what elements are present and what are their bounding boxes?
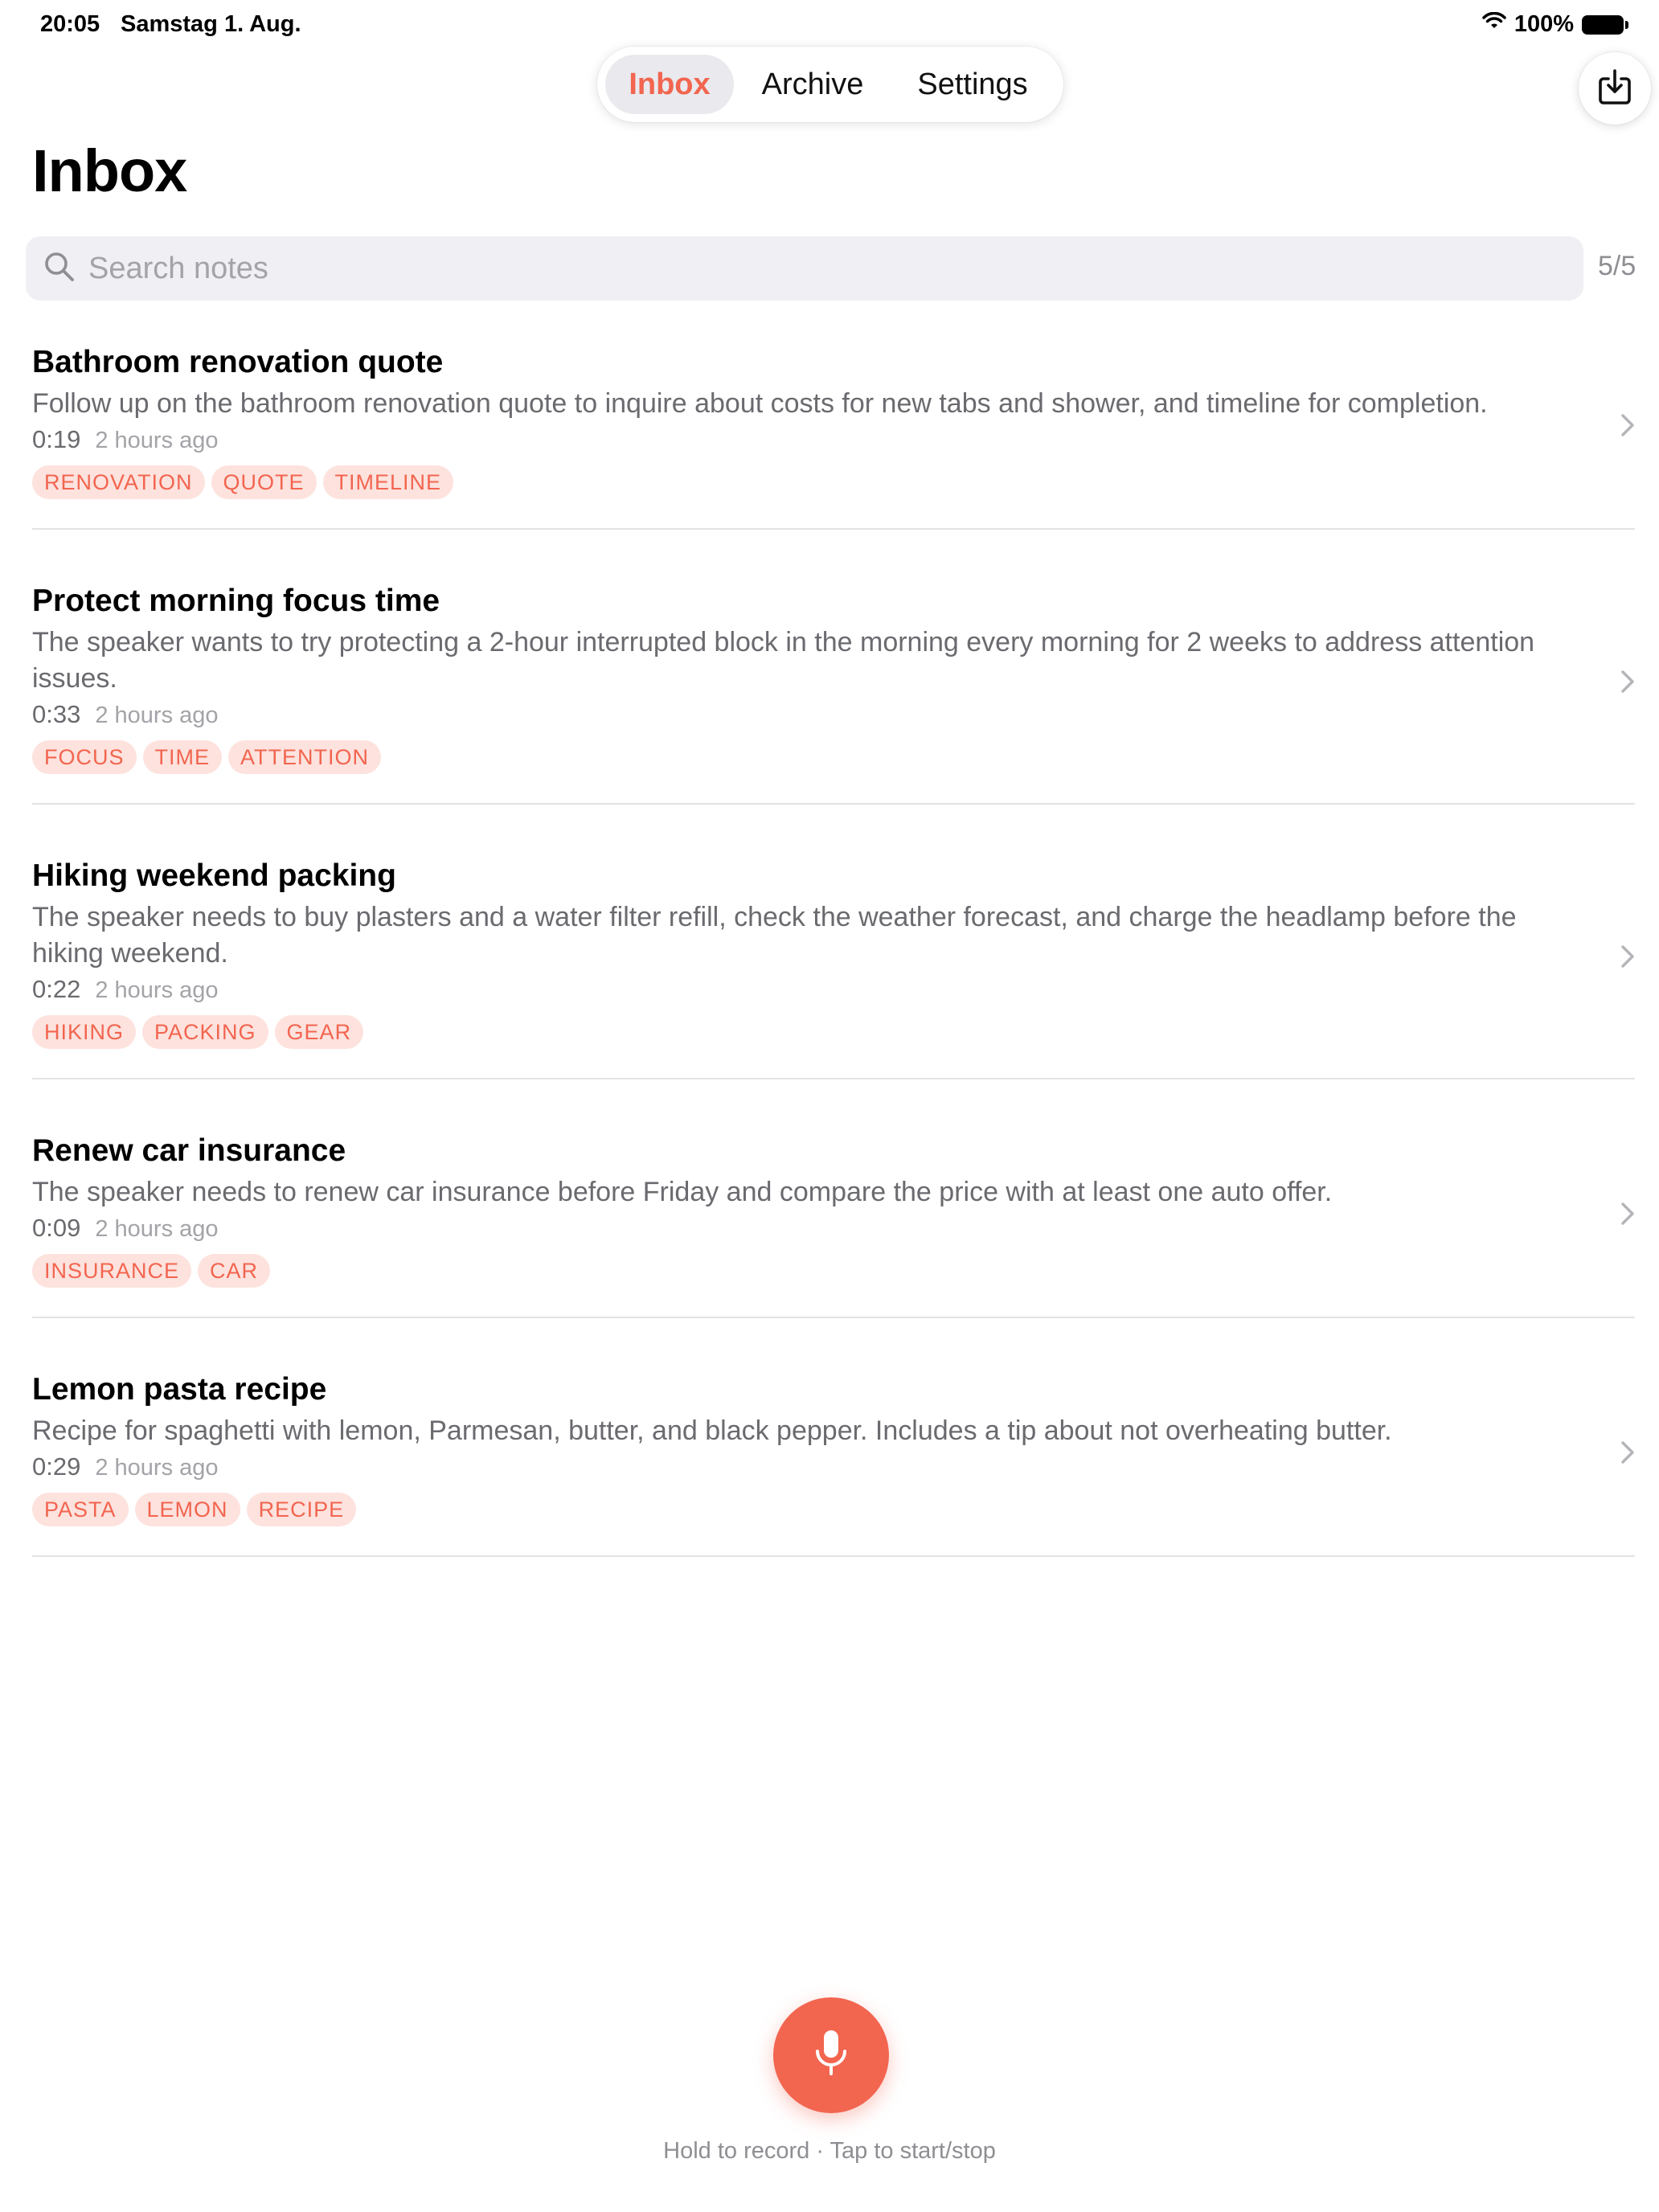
note-timestamp: 2 hours ago	[95, 428, 219, 453]
battery-percent: 100%	[1514, 11, 1574, 37]
note-title: Bathroom renovation quote	[32, 345, 444, 379]
tab-inbox[interactable]: Inbox	[605, 55, 734, 114]
list-item[interactable]	[32, 559, 1635, 805]
tag-list	[32, 1015, 1635, 1049]
note-meta	[32, 700, 1635, 729]
note-timestamp: 2 hours ago	[95, 1455, 219, 1481]
note-meta	[32, 1452, 1635, 1481]
tab-bar	[597, 47, 1063, 122]
notes-list	[32, 320, 1635, 1586]
note-title: Protect morning focus time	[32, 584, 440, 618]
record-hint: Hold to record · Tap to start/stop	[663, 2138, 996, 2164]
tag-badge: CAR	[198, 1254, 270, 1288]
chevron-right-icon	[1620, 1440, 1635, 1469]
tag-badge: QUOTE	[211, 465, 317, 499]
note-meta	[32, 975, 1635, 1004]
tab-settings[interactable]: Settings	[917, 67, 1028, 101]
share-button[interactable]	[1579, 52, 1651, 125]
note-timestamp: 2 hours ago	[95, 703, 219, 728]
share-download-icon	[1596, 68, 1633, 110]
note-duration: 0:22	[32, 975, 81, 1003]
note-meta	[32, 1214, 1635, 1243]
tag-badge: TIMELINE	[323, 465, 454, 499]
tag-badge: INSURANCE	[32, 1254, 191, 1288]
status-indicators	[1482, 11, 1624, 38]
note-summary: The speaker needs to buy plasters and a water filter refill, check the weather forecast, and charge the headlamp before the hiking weekend.	[32, 902, 1517, 969]
list-item[interactable]	[32, 1108, 1635, 1318]
note-duration: 0:09	[32, 1214, 81, 1242]
list-item[interactable]	[32, 320, 1635, 530]
chevron-right-icon	[1620, 670, 1635, 698]
list-item[interactable]	[32, 1347, 1635, 1557]
chevron-right-icon	[1620, 1202, 1635, 1230]
status-time: 20:05	[40, 11, 100, 37]
microphone-icon	[813, 2029, 849, 2083]
note-duration: 0:29	[32, 1452, 81, 1481]
chevron-right-icon	[1620, 944, 1635, 973]
tag-badge: PASTA	[32, 1493, 129, 1526]
search-input[interactable]	[26, 236, 1583, 301]
status-date: Samstag 1. Aug.	[121, 11, 301, 37]
battery-icon	[1582, 15, 1624, 35]
tag-badge: GEAR	[275, 1015, 364, 1049]
note-timestamp: 2 hours ago	[95, 977, 219, 1003]
tag-badge: RENOVATION	[32, 465, 205, 499]
tag-badge: LEMON	[135, 1493, 240, 1526]
tag-list	[32, 1493, 1635, 1526]
tag-badge: FOCUS	[32, 740, 137, 774]
list-item[interactable]	[32, 834, 1635, 1079]
tag-list	[32, 465, 1635, 499]
tab-archive[interactable]: Archive	[761, 67, 864, 101]
note-duration: 0:33	[32, 700, 81, 728]
note-duration: 0:19	[32, 425, 81, 453]
note-summary: Follow up on the bathroom renovation quote to inquire about costs for new tabs and shower, and timeline for completion.	[32, 388, 1488, 419]
note-title: Hiking weekend packing	[32, 858, 396, 893]
notes-count: 5/5	[1598, 251, 1636, 281]
note-title: Renew car insurance	[32, 1133, 346, 1168]
tag-badge: ATTENTION	[228, 740, 381, 774]
search-icon	[43, 251, 76, 287]
note-summary: Recipe for spaghetti with lemon, Parmesan, butter, and black pepper. Includes a tip about not overheating butter.	[32, 1415, 1392, 1446]
page-title: Inbox	[32, 137, 187, 204]
note-summary: The speaker wants to try protecting a 2-hour interrupted block in the morning every morning for 2 weeks to address attention issues.	[32, 627, 1535, 694]
tag-list	[32, 740, 1635, 774]
tag-badge: HIKING	[32, 1015, 136, 1049]
note-timestamp: 2 hours ago	[95, 1216, 219, 1242]
note-summary: The speaker needs to renew car insurance before Friday and compare the price with at least one auto offer.	[32, 1177, 1333, 1207]
note-title: Lemon pasta recipe	[32, 1372, 327, 1407]
tag-badge: TIME	[143, 740, 223, 774]
record-button[interactable]	[773, 1997, 889, 2113]
search-placeholder: Search notes	[88, 251, 268, 285]
note-meta	[32, 425, 1635, 454]
tag-badge: RECIPE	[247, 1493, 357, 1526]
tag-badge: PACKING	[142, 1015, 268, 1049]
tag-list	[32, 1254, 1635, 1288]
chevron-right-icon	[1620, 413, 1635, 441]
wifi-icon	[1482, 11, 1506, 38]
